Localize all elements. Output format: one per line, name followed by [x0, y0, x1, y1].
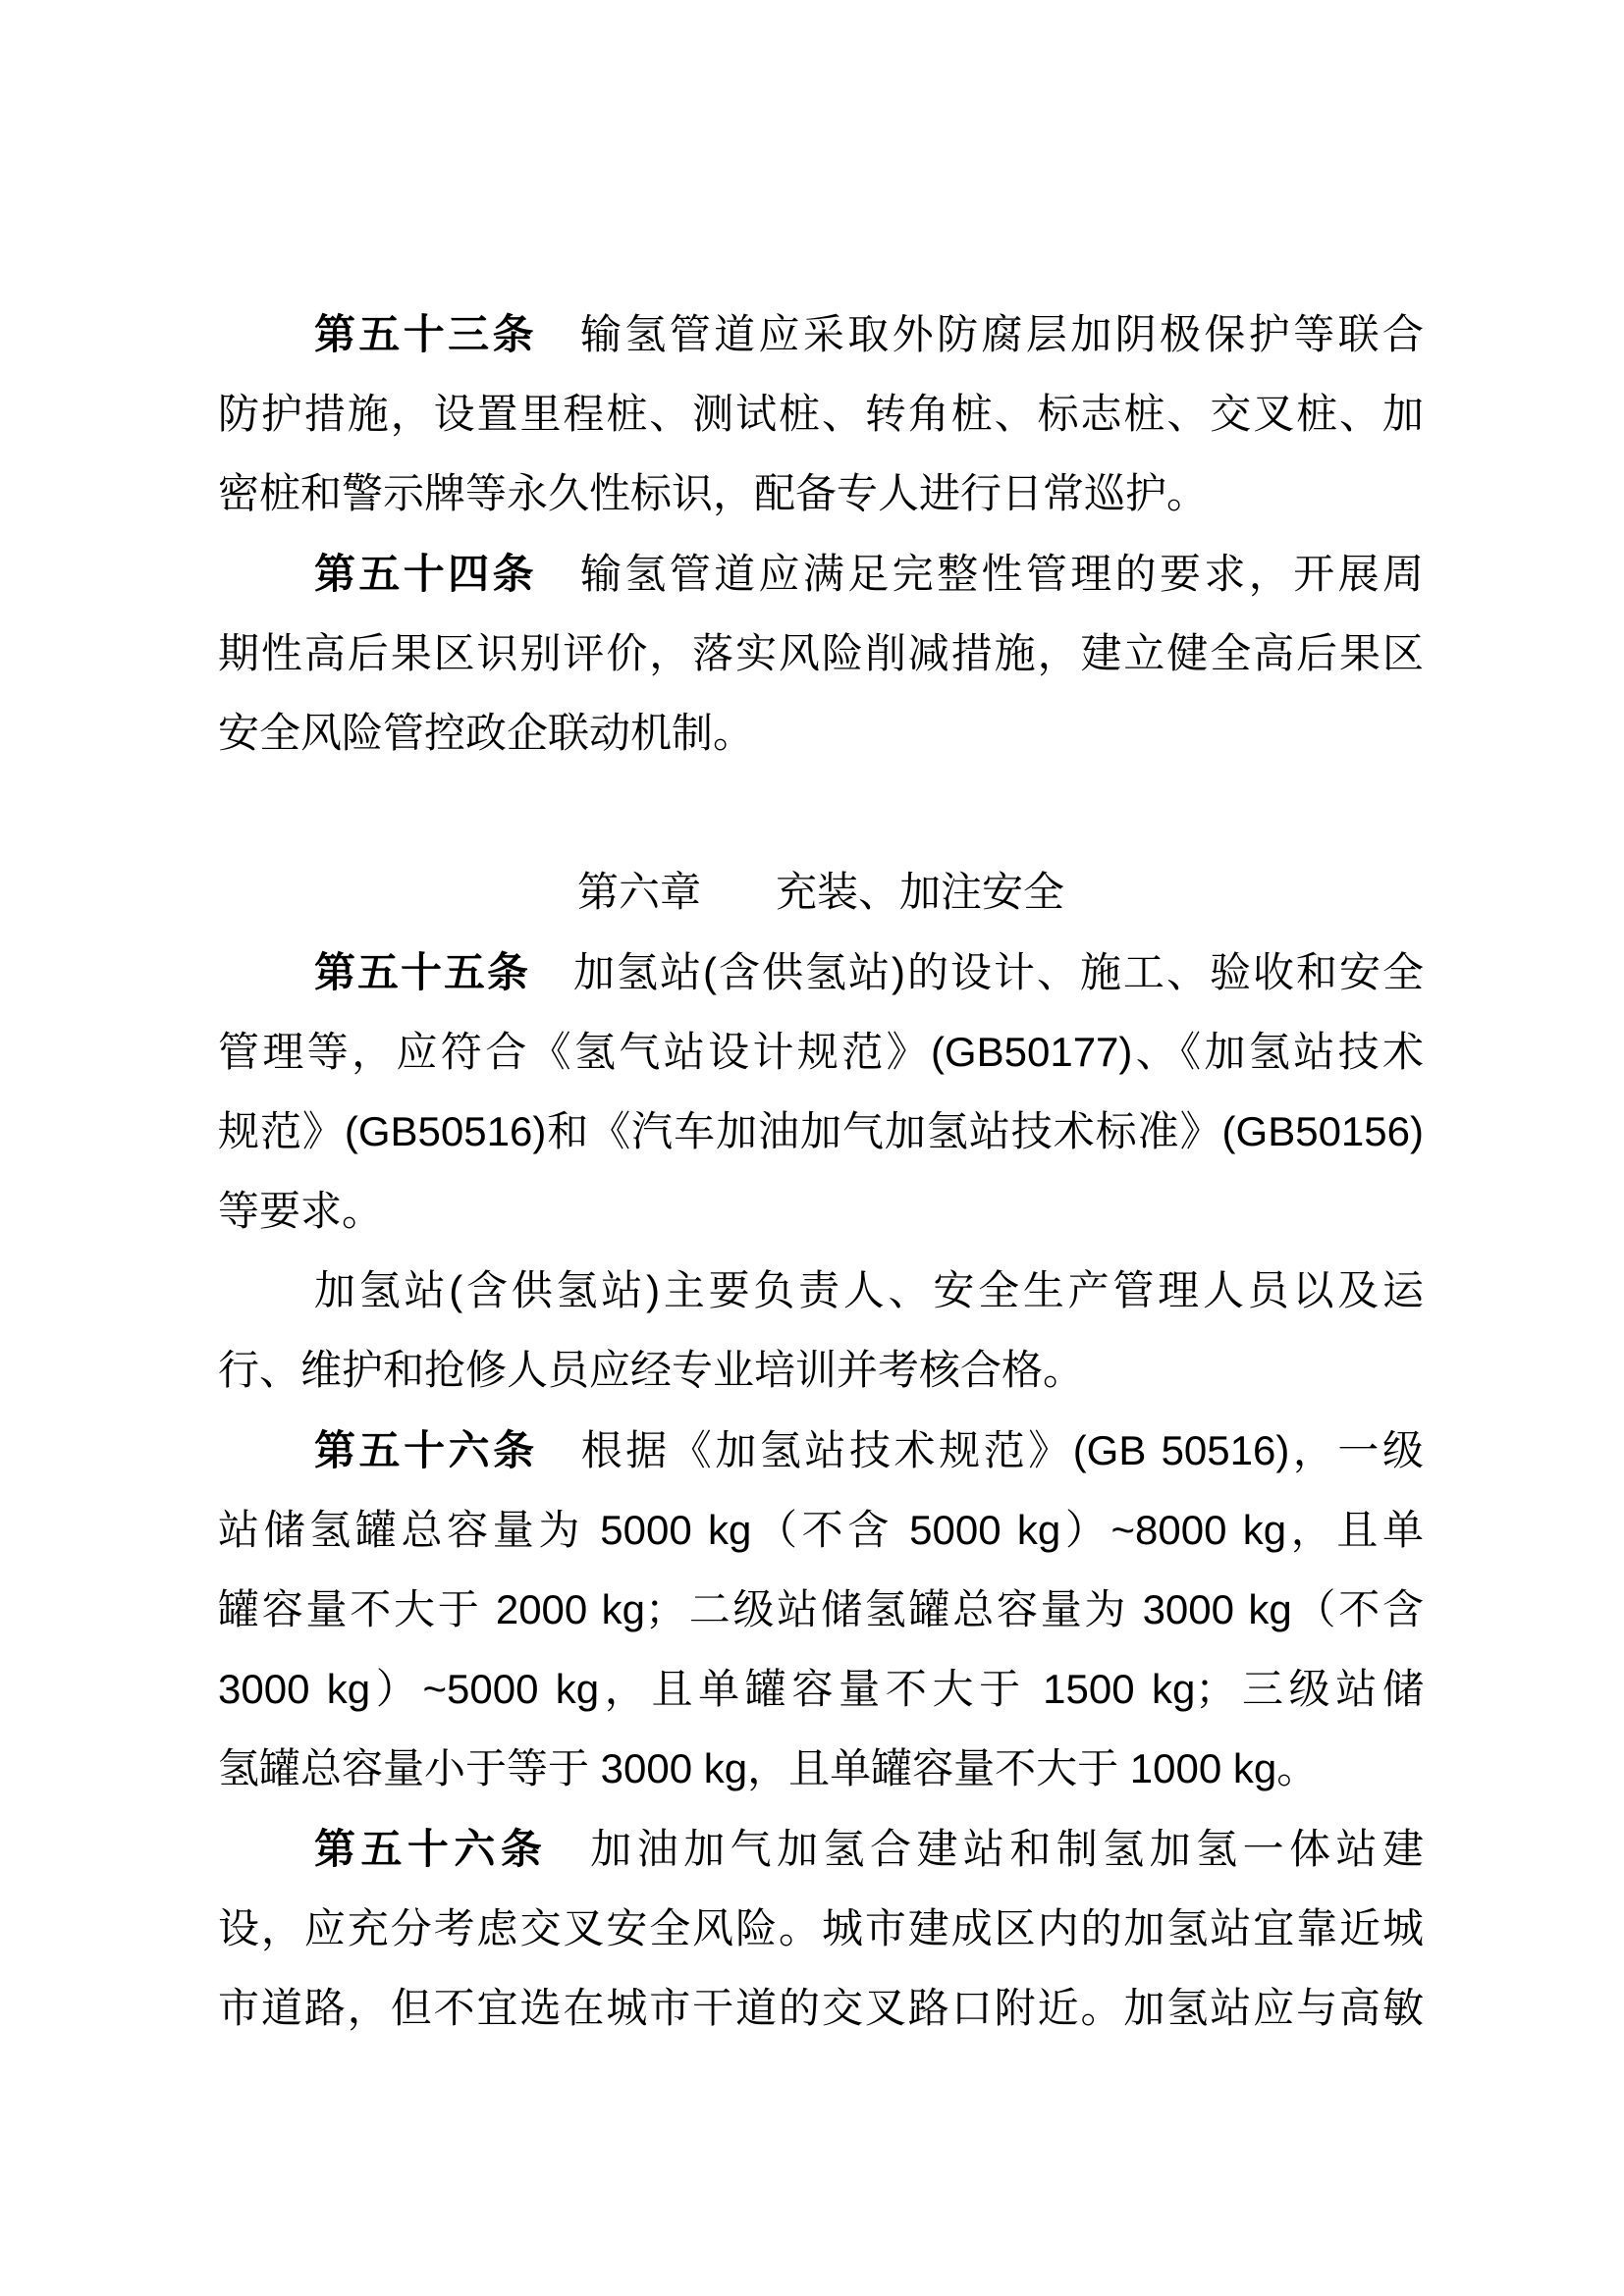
line-text: 氢罐总容量小于等于 3000 kg，且单罐容量不大于 1000 kg。 — [218, 1745, 1319, 1792]
line-text: 加氢站(含供氢站)主要负责人、安全生产管理人员以及运 — [314, 1267, 1424, 1314]
article-number-lead: 第五十六条 — [314, 1825, 548, 1872]
line-text: 站储氢罐总容量为 5000 kg（不含 5000 kg）~8000 kg，且单 — [218, 1506, 1424, 1553]
line-text: 密桩和警示牌等永久性标识，配备专人进行日常巡护。 — [218, 470, 1209, 517]
chapter-number: 第六章 — [576, 869, 701, 916]
line-text: 市道路，但不宜选在城市干道的交叉路口附近。加氢站应与高敏 — [218, 1984, 1424, 2031]
line-text: 行、维护和抢修人员应经专业培训并考核合格。 — [218, 1347, 1085, 1394]
text-line — [218, 933, 1424, 1012]
article-number-lead: 第五十六条 — [314, 1426, 538, 1473]
line-text: 期性高后果区识别评价，落实风险削减措施，建立健全高后果区 — [218, 629, 1424, 676]
text-line — [218, 1092, 1424, 1171]
text-line — [218, 1330, 1424, 1410]
text-line — [218, 454, 1424, 533]
text-line — [218, 1889, 1424, 1968]
line-text: 管理等，应符合《氢气站设计规范》(GB50177)、《加氢站技术 — [218, 1028, 1424, 1075]
text-line — [218, 614, 1424, 693]
article-number-lead: 第五十三条 — [314, 311, 537, 357]
line-text: 设，应充分考虑交叉安全风险。城市建成区内的加氢站宜靠近城 — [218, 1904, 1424, 1951]
line-text: 安全风险管控政企联动机制。 — [218, 709, 755, 756]
text-line — [218, 1649, 1424, 1729]
text-line — [218, 1251, 1424, 1330]
text-line — [218, 1570, 1424, 1649]
text-line — [218, 1968, 1424, 2048]
text-line — [218, 374, 1424, 454]
line-text: 输氢管道应采取外防腐层加阴极保护等联合 — [579, 311, 1424, 357]
line-text: 输氢管道应满足完整性管理的要求，开展周 — [579, 550, 1424, 597]
text-line — [218, 534, 1424, 614]
text-line — [218, 1490, 1424, 1570]
text-line — [218, 294, 1424, 374]
line-text: 罐容量不大于 2000 kg；二级站储氢罐总容量为 3000 kg（不含 — [218, 1586, 1424, 1632]
text-line — [218, 693, 1424, 773]
line-text: 加氢站(含供氢站)的设计、施工、验收和安全 — [573, 948, 1424, 995]
article-number-lead: 第五十四条 — [314, 550, 537, 597]
line-text: 3000 kg）~5000 kg，且单罐容量不大于 1500 kg；三级站储 — [218, 1666, 1424, 1713]
text-line — [218, 1012, 1424, 1092]
document-body — [218, 294, 1424, 2048]
article-number-lead: 第五十五条 — [314, 948, 531, 995]
line-text: 根据《加氢站技术规范》(GB 50516)，一级 — [580, 1426, 1424, 1473]
text-line — [218, 1411, 1424, 1490]
text-line — [218, 1809, 1424, 1889]
text-line — [218, 1729, 1424, 1808]
line-text: 加油加气加氢合建站和制氢加氢一体站建 — [590, 1825, 1424, 1872]
blank-line — [218, 773, 1424, 852]
chapter-heading — [218, 852, 1424, 932]
line-text: 规范》(GB50516)和《汽车加油加气加氢站技术标准》(GB50156) — [218, 1107, 1424, 1154]
text-line — [218, 1171, 1424, 1251]
line-text: 防护措施，设置里程桩、测试桩、转角桩、标志桩、交叉桩、加 — [218, 391, 1424, 438]
chapter-title: 充装、加注安全 — [776, 869, 1065, 916]
line-text: 等要求。 — [218, 1188, 384, 1235]
